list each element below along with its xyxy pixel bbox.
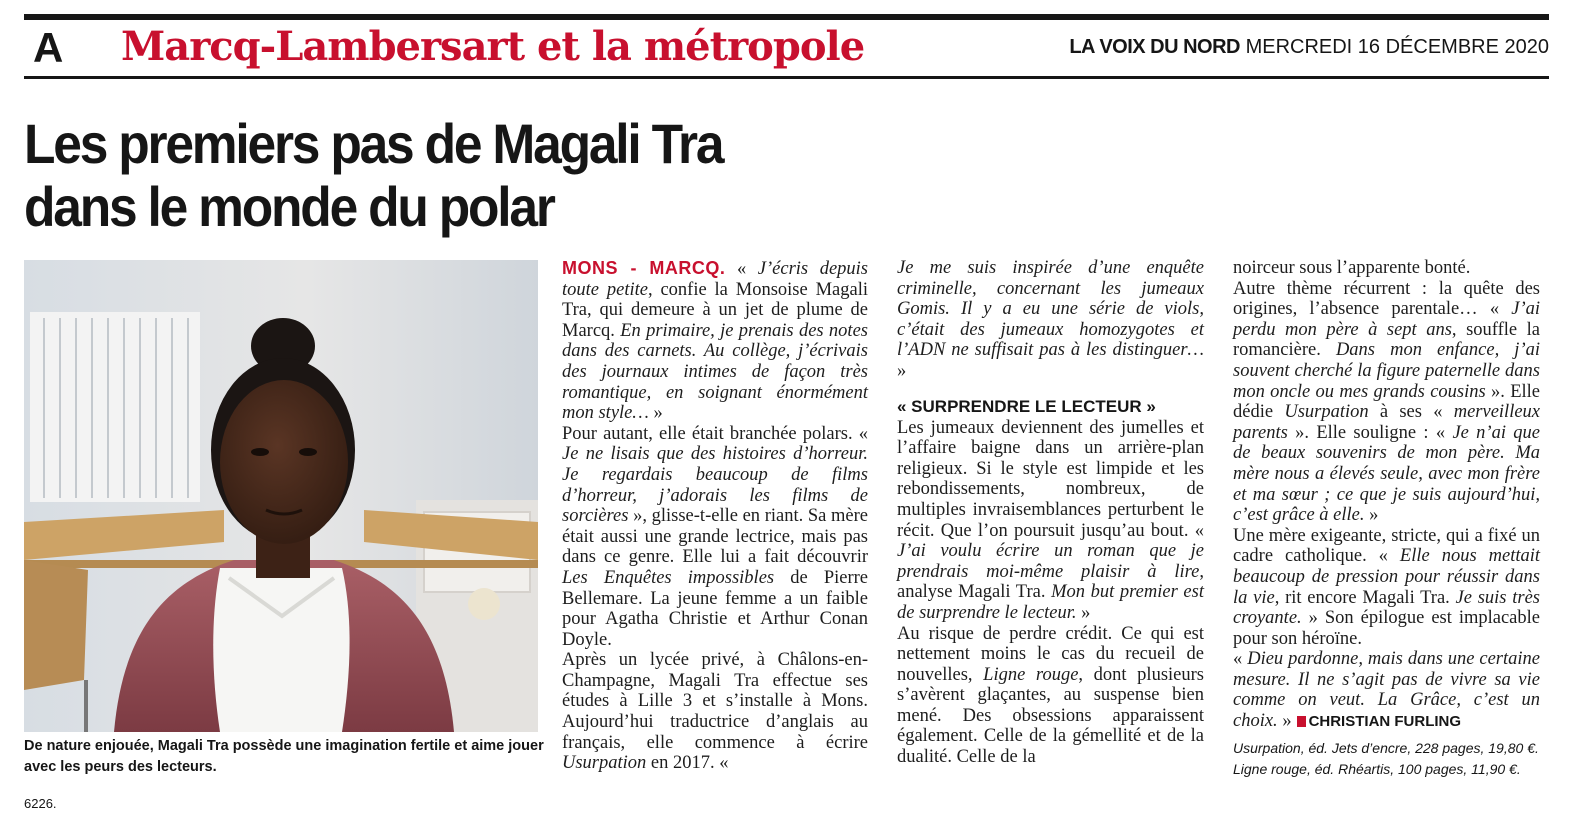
headline <box>24 112 944 238</box>
italic-quote: Usurpation <box>1284 402 1369 423</box>
article-paragraph: MONS - MARCQ. « J’écris depuis toute petite, confie la Monsoise Magali Tra, qui demeure à un jet de plume de Marcq. En primaire, je prenais des notes dans des carnets. Au collège, j’écrivais des journaux intimes de façon très romantique, en soignant énormément mon style… » <box>562 258 869 424</box>
article-paragraph: Autre thème récurrent : la quête des origines, l’absence parentale… « J’ai perdu mon père à sept ans, souffle la romancière. Dans mon enfance, j’ai souvent cherché la figure paternelle dans mon oncle ou mes grands cousins ». Elle dédie Usurpation à ses « merveilleux parents ». Elle souligne : « Je n’ai que de beaux souvenirs de mon père. Ma mère nous a élevés seule, avec mon frère et ma sœur ; ce que je suis aujourd’hui, c’est grâce à elle. » <box>1233 278 1541 526</box>
italic-quote: Usurpation <box>562 753 647 774</box>
headline-line-2: dans le monde du polar <box>24 175 554 238</box>
italic-quote: Elle nous mettait beaucoup de pression pour réussir dans la vie <box>1233 546 1540 608</box>
bibliography <box>1233 738 1540 780</box>
italic-quote: Je n’ai que de beaux souvenirs de mon père. Ma mère nous a élevés seule, avec mon frère et ma sœur ; ce que je suis aujourd’hui, c’est grâce à elle. <box>1233 422 1541 526</box>
bibliography-item: Usurpation, éd. Jets d’encre, 228 pages, 19,80 €. <box>1233 739 1539 756</box>
italic-quote: Les Enquêtes impossibles <box>562 567 775 588</box>
paper-info <box>1069 34 1549 60</box>
article-paragraph: noirceur sous l’apparente bonté. <box>1233 258 1471 278</box>
author-signature: CHRISTIAN FURLING <box>1308 713 1462 731</box>
article-paragraph: Une mère exigeante, stricte, qui a fixé un cadre catholique. « Elle nous mettait beaucoup de pression pour réussir dans la vie, rit encore Magali Tra. Je suis très croyante. » Son épilogue est implacable pour son héroïne. <box>1233 525 1540 649</box>
italic-quote: Je me suis inspirée d’une enquête criminelle, concernant les jumeaux Gomis. Il y a eu une série de viols, c’était des jumeaux homozygotes et l’ADN ne suffisait pas à les distinguer… <box>897 258 1204 361</box>
italic-quote: En primaire, je prenais des notes dans des carnets. Au collège, j’écrivais des journaux intimes de façon très romantique, en soignant énormément mon style… <box>562 320 868 424</box>
article-paragraph: Au risque de perdre crédit. Ce qui est nettement moins le cas du recueil de nouvelles, Ligne rouge, dont plusieurs s’avèrent glaçantes, au suspense bien mené. Des obsessions apparaissent également. Celle de la gémellité et de la dualité. Celle de la <box>897 623 1204 768</box>
article-paragraph: Après un lycée privé, à Châlons-en-Champagne, Magali Tra effectue ses études à Lille 3 et s’installe à Mons. Aujourd’hui traductrice d’anglais au français, elle commence à écrire Usurpation en 2017. « <box>562 650 868 774</box>
article-column-1 <box>562 258 868 774</box>
article-paragraph: Pour autant, elle était branchée polars. « Je ne lisais que des histoires d’horreur. Je regardais beaucoup de films d’horreur, j’adorais les films de sorcières », glisse-t-elle en riant. Sa mère était aussi une grande lectrice, mais pas dans ce genre. Elle lui a fait découvrir Les Enquêtes impossibles de Pierre Bellemare. La jeune femme a un faible pour Agatha Christie et Arthur Conan Doyle. <box>562 423 868 650</box>
photo-caption: De nature enjouée, Magali Tra possède une imagination fertile et aime jouer avec les peurs des lecteurs. <box>24 738 544 775</box>
italic-quote: Je ne lisais que des histoires d’horreur. Je regardais beaucoup de films d’horreur, j’adorais les films de sorcières <box>562 444 868 527</box>
italic-quote: Ligne rouge <box>983 664 1079 685</box>
italic-quote: J’ai perdu mon père à sept ans <box>1233 299 1540 340</box>
issue-date: MERCREDI 16 DÉCEMBRE 2020 <box>1245 36 1549 58</box>
headline-line-1: Les premiers pas de Magali Tra <box>24 112 723 175</box>
page-folio: 6226. <box>24 796 57 811</box>
subhead: « SURPRENDRE LE LECTEUR » <box>897 396 1156 416</box>
italic-quote: J’écris depuis toute petite <box>562 259 869 300</box>
italic-quote: Je suis très croyante. <box>1233 587 1540 629</box>
italic-quote: merveilleux parents <box>1233 402 1541 443</box>
italic-quote: J’ai voulu écrire un roman que je prendrais moi-même plaisir à lire <box>897 541 1204 582</box>
signature-marker <box>1297 716 1306 727</box>
italic-quote: Mon but premier est de surprendre le lecteur. <box>897 582 1204 623</box>
section-title: Marcq-Lambersart et la métropole <box>121 23 865 70</box>
author-photo-illustration <box>24 260 538 732</box>
article-column-3 <box>1233 258 1540 780</box>
article-paragraph: Je me suis inspirée d’une enquête criminelle, concernant les jumeaux Gomis. Il y a eu une série de viols, c’était des jumeaux homozygotes et l’ADN ne suffisait pas à les distinguer… » <box>897 258 1204 381</box>
article-paragraph: Les jumeaux deviennent des jumelles et l’affaire baigne dans un arrière-plan religieux. Si le style est limpide et les rebondissements, nombreux, de multiples invraisemblances perturbent le récit. Que l’on poursuit jusqu’au bout. « J’ai voulu écrire un roman que je prendrais moi-même plaisir à lire, analyse Magali Tra. Mon but premier est de surprendre le lecteur. » <box>897 417 1204 623</box>
section-letter: A <box>33 24 64 71</box>
paper-name: LA VOIX DU NORD <box>1069 36 1240 58</box>
masthead-bottom-rule <box>24 76 1549 79</box>
article-column-2-text <box>897 258 1204 768</box>
italic-quote: Dans mon enfance, j’ai souvent cherché la figure paternelle dans mon oncle ou mes grands cousins <box>1233 340 1541 402</box>
italic-quote: Dieu pardonne, mais dans une certaine mesure. Il ne s’agit pas de vivre sa vie comme on veut. La Grâce, c’est un choix. <box>1233 649 1540 732</box>
article-paragraph: « Dieu pardonne, mais dans une certaine mesure. Il ne s’agit pas de vivre sa vie comme on veut. La Grâce, c’est un choix. » CHRISTIAN FURLING <box>1233 649 1540 732</box>
bibliography-item: Ligne rouge, éd. Rhéartis, 100 pages, 11,90 €. <box>1233 760 1521 777</box>
author-photo <box>24 260 538 732</box>
dateline: MONS - MARCQ. <box>562 258 726 278</box>
